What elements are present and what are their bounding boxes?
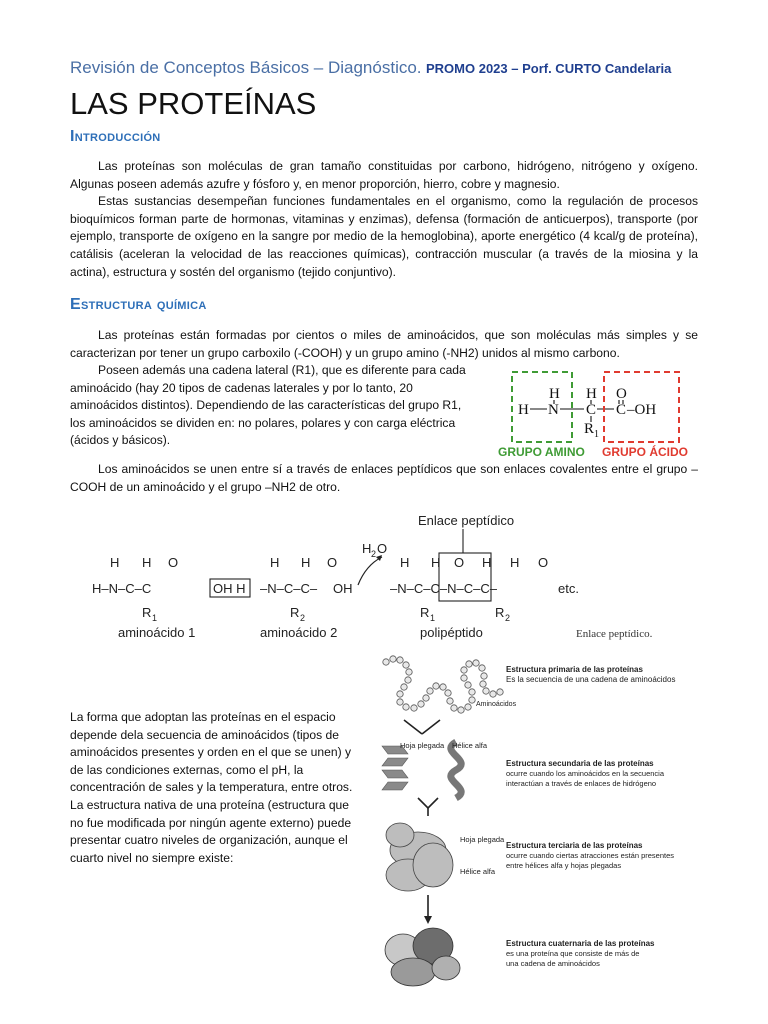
water-o: O [377,541,388,556]
helice-alfa-2-label: Hélice alfa [460,867,496,876]
intro-paragraph-1: Las proteínas son moléculas de gran tamaño constituidas por carbono, hidrógeno, nitrógeno y oxígeno. Algunas poseen además azufre y fósforo y, en menor proporción, hierro, cobre y magnesio. [70,159,698,191]
page-title: LAS PROTEÍNAS [70,86,317,121]
header-promo: PROMO 2023 – Porf. CURTO Candelaria [425,61,672,76]
svg-text:H: H [301,555,311,570]
hoja-plegada-2-label: Hoja plegada [460,835,505,844]
header [70,58,671,78]
primaria-desc: Es la secuencia de una cadena de aminoácidos [506,675,676,684]
estructura-paragraph-3-block [70,461,698,496]
etc-label: etc. [558,581,579,596]
polipeptido-label: polipéptido [420,625,483,640]
svg-text:R: R [142,605,152,620]
p2-line-4: los aminoácidos se dividen en: no polares, polares y con carga eléctrica [70,415,456,430]
aminoacidos-label: Aminoácidos [476,701,517,708]
aa-c-alpha: C [586,402,597,418]
aa-oh: –OH [627,402,657,418]
aa-h-top-1: H [549,386,560,402]
svg-text:R: R [420,605,430,620]
peptide-bond-diagram [90,505,690,655]
aa-r-sub: 1 [594,429,599,440]
p2-line-2: aminoácido (hay 20 tipos de cadenas laterales y por lo tanto, 20 [70,380,413,395]
aminoacido-1-label: aminoácido 1 [118,625,196,640]
cuaternaria-desc-1: es una proteína que consiste de más de [506,949,640,958]
svg-text:R: R [495,605,505,620]
svg-text:H: H [110,555,120,570]
svg-text:H: H [142,555,152,570]
split-arrow [404,720,440,734]
grupo-acido-label: GRUPO ÁCIDO [602,445,689,459]
terciaria-desc-1: ocurre cuando ciertas atracciones están presentes [506,851,675,860]
aminoacido-2-label: aminoácido 2 [260,625,338,640]
estructura-paragraph-1: Las proteínas están formadas por cientos o miles de aminoácidos, que son moléculas más simples y se caracterizan por tener un grupo carboxilo (-COOH) y un grupo amino (-NH2) unidos al mismo carbono. [70,328,698,360]
svg-text:R: R [290,605,300,620]
helice-alfa-label: Hélice alfa [452,741,488,750]
alpha-helix [451,742,461,798]
aa-h-left: H [518,402,529,418]
svg-text:–N–C–C–N–C–C–: –N–C–C–N–C–C– [390,581,497,596]
water-h: H [362,541,372,556]
protein-levels-text: La forma que adoptan las proteínas en el espacio depende dela secuencia de aminoácidos (tipos de aminoácidos presentes y orden en el que se unen) y de las condiciones externas, como el pH, la concentración de sales y la temperatura, entre otros. La estructura nativa de una proteína (estructura que no fue modificada por ningún agente externo) puede presentar cuatro niveles de organización, aunque el cuarto nivel no siempre existe: [70,710,353,865]
svg-text:H: H [400,555,410,570]
intro-paragraph-2: Estas sustancias desempeñan funciones fundamentales en el organismo, como la regulación de procesos bioquímicos forman parte de hormonas, vitaminas y enzimas), defensa (formación de anticuerpos), transporte (por ejemplo, transporte de oxígeno en la sangre por medio de la hemoglobina), aporte energético (4 kcal/g de proteína), catálisis (aceleran la velocidad de las reacciones químicas), contracción muscular (a través de la miosina y la actina), estructura y sostén del organismo (tejido conjuntivo). [70,194,698,279]
quaternary-structure [385,928,460,986]
svg-text:2: 2 [300,613,306,623]
p2-line-1: Poseen además una cadena lateral (R1), que es diferente para cada [98,363,466,377]
svg-text:O: O [168,555,179,570]
estructura-paragraph-2 [70,362,490,450]
water-sub: 2 [371,549,377,559]
oh-2: OH [333,581,353,596]
svg-text:1: 1 [152,613,158,623]
cuaternaria-desc-2: una cadena de aminoácidos [506,959,600,968]
aa-c-carboxyl: C [616,402,627,418]
peptide-caption: Enlace peptídico. [576,628,653,640]
water-arrow [358,557,382,585]
tertiary-structure [386,823,453,891]
protein-levels-diagram [378,650,698,1020]
p2-line-5: (ácidos y básicos). [70,433,171,448]
section-heading-estructura: Estructura química [70,296,207,313]
cuaternaria-title: Estructura cuaternaria de las proteínas [506,939,655,948]
aa-o-top: O [616,386,627,402]
terciaria-title: Estructura terciaria de las proteínas [506,841,643,850]
svg-text:H: H [482,555,492,570]
pleated-sheet [382,746,408,790]
section-heading-introduccion: Introducción [70,128,161,145]
hoja-plegada-label: Hoja plegada [400,741,445,750]
grupo-amino-label: GRUPO AMINO [498,445,585,459]
aa-h-top-2: H [586,386,597,402]
secundaria-desc-1: ocurre cuando los aminoácidos en la secuencia [506,769,665,778]
svg-text:2: 2 [505,613,511,623]
merge-arrow [418,798,438,816]
enlace-peptidico-label: Enlace peptídico [418,513,515,528]
amino-acid-diagram [496,364,696,460]
svg-text:H: H [431,555,441,570]
svg-text:O: O [454,555,465,570]
oh-h: OH H [213,581,246,596]
header-title: Revisión de Conceptos Básicos – Diagnóstico. [70,58,422,77]
secundaria-title: Estructura secundaria de las proteínas [506,759,654,768]
terciaria-desc-2: entre hélices alfa y hojas plegadas [506,861,622,870]
svg-text:H–N–C–C: H–N–C–C [92,581,152,596]
intro-body [70,158,698,281]
svg-text:H: H [270,555,280,570]
p2-line-3: aminoácidos distintos). Dependiendo de las características del grupo R1, [70,398,462,413]
estructura-paragraph-1-block [70,327,698,362]
primaria-title: Estructura primaria de las proteínas [506,665,643,674]
secundaria-desc-2: interactúan a través de enlaces de hidrógeno [506,779,657,788]
aa-n: N [548,402,559,418]
svg-text:–N–C–C–: –N–C–C– [260,581,318,596]
estructura-paragraph-3: Los aminoácidos se unen entre sí a través de enlaces peptídicos que son enlaces covalentes entre el grupo –COOH de un aminoácido y el grupo –NH2 de otro. [70,462,698,494]
svg-text:1: 1 [430,613,436,623]
svg-text:H: H [510,555,520,570]
svg-text:O: O [538,555,549,570]
svg-text:O: O [327,555,338,570]
aa-r: R [584,421,595,437]
